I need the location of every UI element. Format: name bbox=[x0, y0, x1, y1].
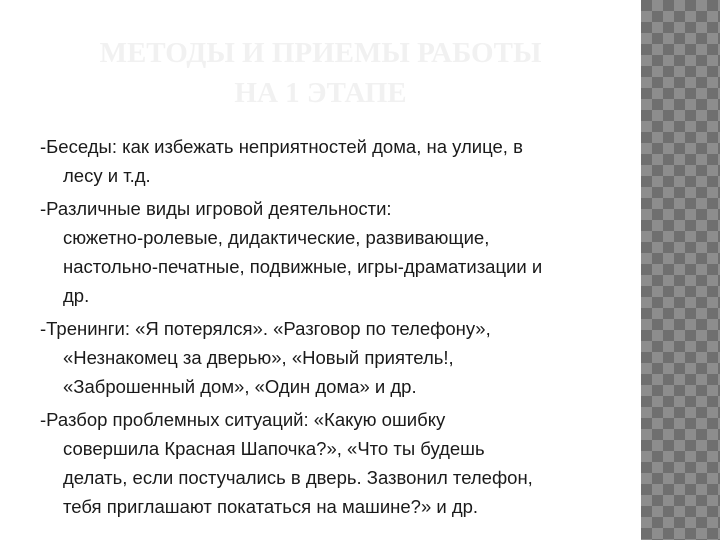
list-item-line: др. bbox=[63, 285, 90, 306]
list-item-situations bbox=[40, 405, 630, 521]
list-item-games bbox=[40, 194, 630, 310]
list-item-conversations bbox=[40, 132, 630, 190]
list-item-line: лесу и т.д. bbox=[63, 165, 151, 186]
list-item-trainings bbox=[40, 314, 630, 401]
list-item-line: настольно-печатные, подвижные, игры-драматизации и bbox=[63, 256, 543, 277]
decorative-pattern-strip bbox=[641, 0, 720, 540]
list-item-line: -Беседы: как избежать неприятностей дома, на улице, в bbox=[40, 136, 523, 157]
list-item-line: «Заброшенный дом», «Один дома» и др. bbox=[63, 376, 417, 397]
list-item-line: сюжетно-ролевые, дидактические, развивающие, bbox=[63, 227, 490, 248]
list-item-line: делать, если постучались в дверь. Зазвонил телефон, bbox=[63, 467, 533, 488]
list-item-line: -Тренинги: «Я потерялся». «Разговор по телефону», bbox=[40, 318, 491, 339]
slide-title: МЕТОДЫ И ПРИЕМЫ РАБОТЫ НА 1 ЭТАПЕ bbox=[99, 37, 542, 109]
list-item-line: -Разбор проблемных ситуаций: «Какую ошибку bbox=[40, 409, 446, 430]
list-item-line: «Незнакомец за дверью», «Новый приятель!, bbox=[63, 347, 454, 368]
list-item-line: тебя приглашают покататься на машине?» и др. bbox=[63, 496, 479, 517]
list-item-line: -Различные виды игровой деятельности: bbox=[40, 198, 392, 219]
list-item-line: совершила Красная Шапочка?», «Что ты будешь bbox=[63, 438, 485, 459]
method-list bbox=[40, 132, 630, 525]
